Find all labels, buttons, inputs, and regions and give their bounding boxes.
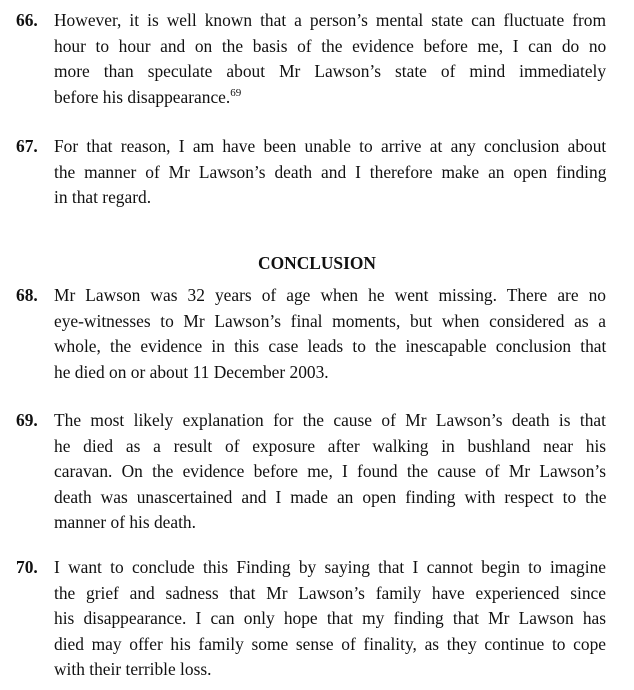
text-line: his disappearance. I can only hope that my finding that Mr Lawson has [54, 608, 606, 628]
paragraph-text [54, 555, 606, 683]
paragraph-text [54, 8, 606, 110]
text-line: However, it is well known that a person’s mental state can fluctuate from [54, 10, 606, 30]
paragraph-66 [16, 8, 606, 110]
paragraph-68 [16, 283, 606, 385]
text-line: the manner of Mr Lawson’s death and I therefore make an open finding [54, 161, 607, 182]
paragraph-number: 66. [16, 10, 38, 30]
text-line: Mr Lawson was 32 years of age when he went missing. There are no [54, 285, 606, 305]
text-line: with their terrible loss. [54, 659, 212, 679]
paragraph-text [54, 134, 606, 211]
section-heading: CONCLUSION [258, 253, 376, 273]
text-line: death was unascertained and I made an open finding with respect to the [54, 486, 607, 507]
text-line: he died as a result of exposure after walking in bushland near his [54, 435, 607, 456]
paragraph-number: 68. [16, 285, 38, 305]
text-line [54, 85, 606, 111]
text-line: The most likely explanation for the cause of Mr Lawson’s death is that [54, 410, 606, 430]
text-line: I want to conclude this Finding by saying that I cannot begin to imagine [54, 557, 606, 577]
text-line-content: before his disappearance. [54, 86, 231, 107]
text-line: he died on or about 11 December 2003. [54, 361, 329, 382]
text-line: For that reason, I am have been unable to arrive at any conclusion about [54, 136, 607, 156]
text-line: died may offer his family some sense of finality, as they continue to cope [54, 633, 606, 654]
text-line: manner of his death. [54, 512, 196, 532]
text-line: eye-witnesses to Mr Lawson’s final moments, but when considered as a [54, 310, 606, 331]
paragraph-number: 70. [16, 557, 38, 577]
paragraph-text [54, 408, 606, 536]
paragraph-69 [16, 408, 606, 536]
text-line: caravan. On the evidence before me, I found the cause of Mr Lawson’s [54, 461, 606, 481]
text-line: the grief and sadness that Mr Lawson’s family have experienced since [54, 582, 606, 603]
text-line: more than speculate about Mr Lawson’s state of mind immediately [54, 61, 607, 81]
paragraph-67 [16, 134, 606, 211]
paragraph-number: 69. [16, 410, 38, 430]
text-line: hour to hour and on the basis of the evidence before me, I can do no [54, 35, 607, 56]
paragraph-70 [16, 555, 606, 683]
text-line: whole, the evidence in this case leads to the inescapable conclusion that [54, 336, 607, 356]
footnote-reference[interactable]: 69 [230, 86, 242, 99]
paragraph-number: 67. [16, 136, 38, 156]
text-line: in that regard. [54, 187, 152, 207]
paragraph-text [54, 283, 606, 385]
